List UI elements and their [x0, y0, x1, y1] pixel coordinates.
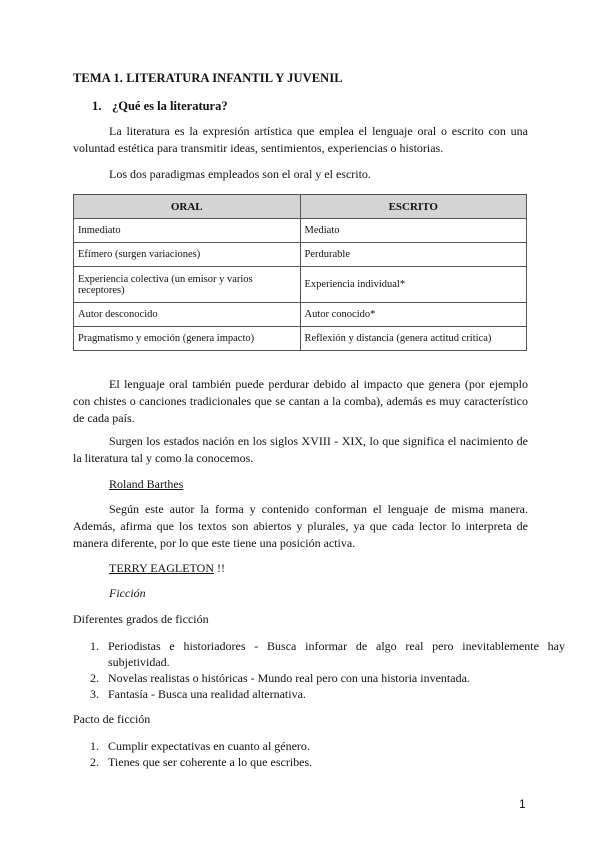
table-header-escrito: ESCRITO [300, 195, 527, 219]
list-item-text: Periodistas e historiadores - Busca informar de algo real pero inevitablemente hay subjetividad. [108, 639, 565, 669]
list-item [73, 738, 565, 754]
table-cell: Pragmatismo y emoción (genera impacto) [74, 327, 301, 351]
table-cell: Perdurable [300, 243, 527, 267]
table-cell: Inmediato [74, 219, 301, 243]
list-number: 3. [90, 687, 99, 701]
table-header-row [74, 195, 527, 219]
table-header-oral: ORAL [74, 195, 301, 219]
list-item-text: Novelas realistas o históricas - Mundo real pero con una historia inventada. [108, 671, 470, 685]
fiction-degrees-list [73, 638, 565, 702]
table-cell: Autor desconocido [74, 303, 301, 327]
fiction-pact-heading: Pacto de ficción [73, 712, 151, 726]
oral-language-paragraph: El lenguaje oral también puede perdurar debido al impacto que genera (por ejemplo con chistes o canciones tradicionales que se cantan a la comba), además es muy característico de cada país. [73, 377, 528, 425]
list-number: 1. [90, 739, 99, 753]
table-cell: Autor conocido* [300, 303, 527, 327]
section-heading [92, 99, 228, 114]
paradigms-paragraph: Los dos paradigmas empleados son el oral y el escrito. [109, 167, 371, 181]
document-title: TEMA 1. LITERATURA INFANTIL Y JUVENIL [73, 71, 343, 85]
eagleton-name: TERRY EAGLETON [109, 561, 214, 575]
barthes-paragraph: Según este autor la forma y contenido conforman el lenguaje de misma manera. Además, afirma que los textos son abiertos y plurales, ya que cada lector lo interpreta de manera diferente, por lo que este tiene una posición activa. [73, 502, 528, 550]
ficcion-label: Ficción [109, 586, 146, 600]
table-row [74, 219, 527, 243]
nation-states-paragraph: Surgen los estados nación en los siglos XVIII - XIX, lo que significa el nacimiento de la literatura tal y como la conocemos. [73, 434, 528, 465]
list-item-text: Cumplir expectativas en cuanto al género. [108, 739, 310, 753]
table-row [74, 303, 527, 327]
list-item [73, 670, 565, 686]
definition-paragraph: La literatura es la expresión artística que emplea el lenguaje oral o escrito con una voluntad estética para transmitir ideas, sentimientos, experiencias o historias. [73, 124, 528, 155]
eagleton-heading [109, 561, 225, 576]
page-number: 1 [519, 797, 526, 811]
fiction-pact-list [73, 738, 565, 770]
eagleton-exclamation: !! [214, 561, 225, 575]
barthes-heading: Roland Barthes [109, 477, 184, 491]
list-item-text: Fantasía - Busca una realidad alternativa. [108, 687, 306, 701]
section-heading-text: ¿Qué es la literatura? [112, 99, 228, 113]
list-item-text: Tienes que ser coherente a lo que escribes. [108, 755, 313, 769]
table-cell: Efímero (surgen variaciones) [74, 243, 301, 267]
table-cell: Reflexión y distancia (genera actitud crítica) [300, 327, 527, 351]
table-cell: Experiencia colectiva (un emisor y varios receptores) [74, 267, 301, 303]
table-row [74, 267, 527, 303]
fiction-degrees-heading: Diferentes grados de ficción [73, 612, 209, 626]
list-number: 1. [90, 639, 99, 653]
list-item [73, 638, 565, 670]
oral-vs-written-table [73, 194, 527, 351]
table-cell: Mediato [300, 219, 527, 243]
list-number: 2. [90, 671, 99, 685]
table-cell: Experiencia individual* [300, 267, 527, 303]
section-number: 1. [92, 99, 102, 113]
table-row [74, 327, 527, 351]
list-number: 2. [90, 755, 99, 769]
list-item [73, 754, 565, 770]
table-row [74, 243, 527, 267]
list-item [73, 686, 565, 702]
